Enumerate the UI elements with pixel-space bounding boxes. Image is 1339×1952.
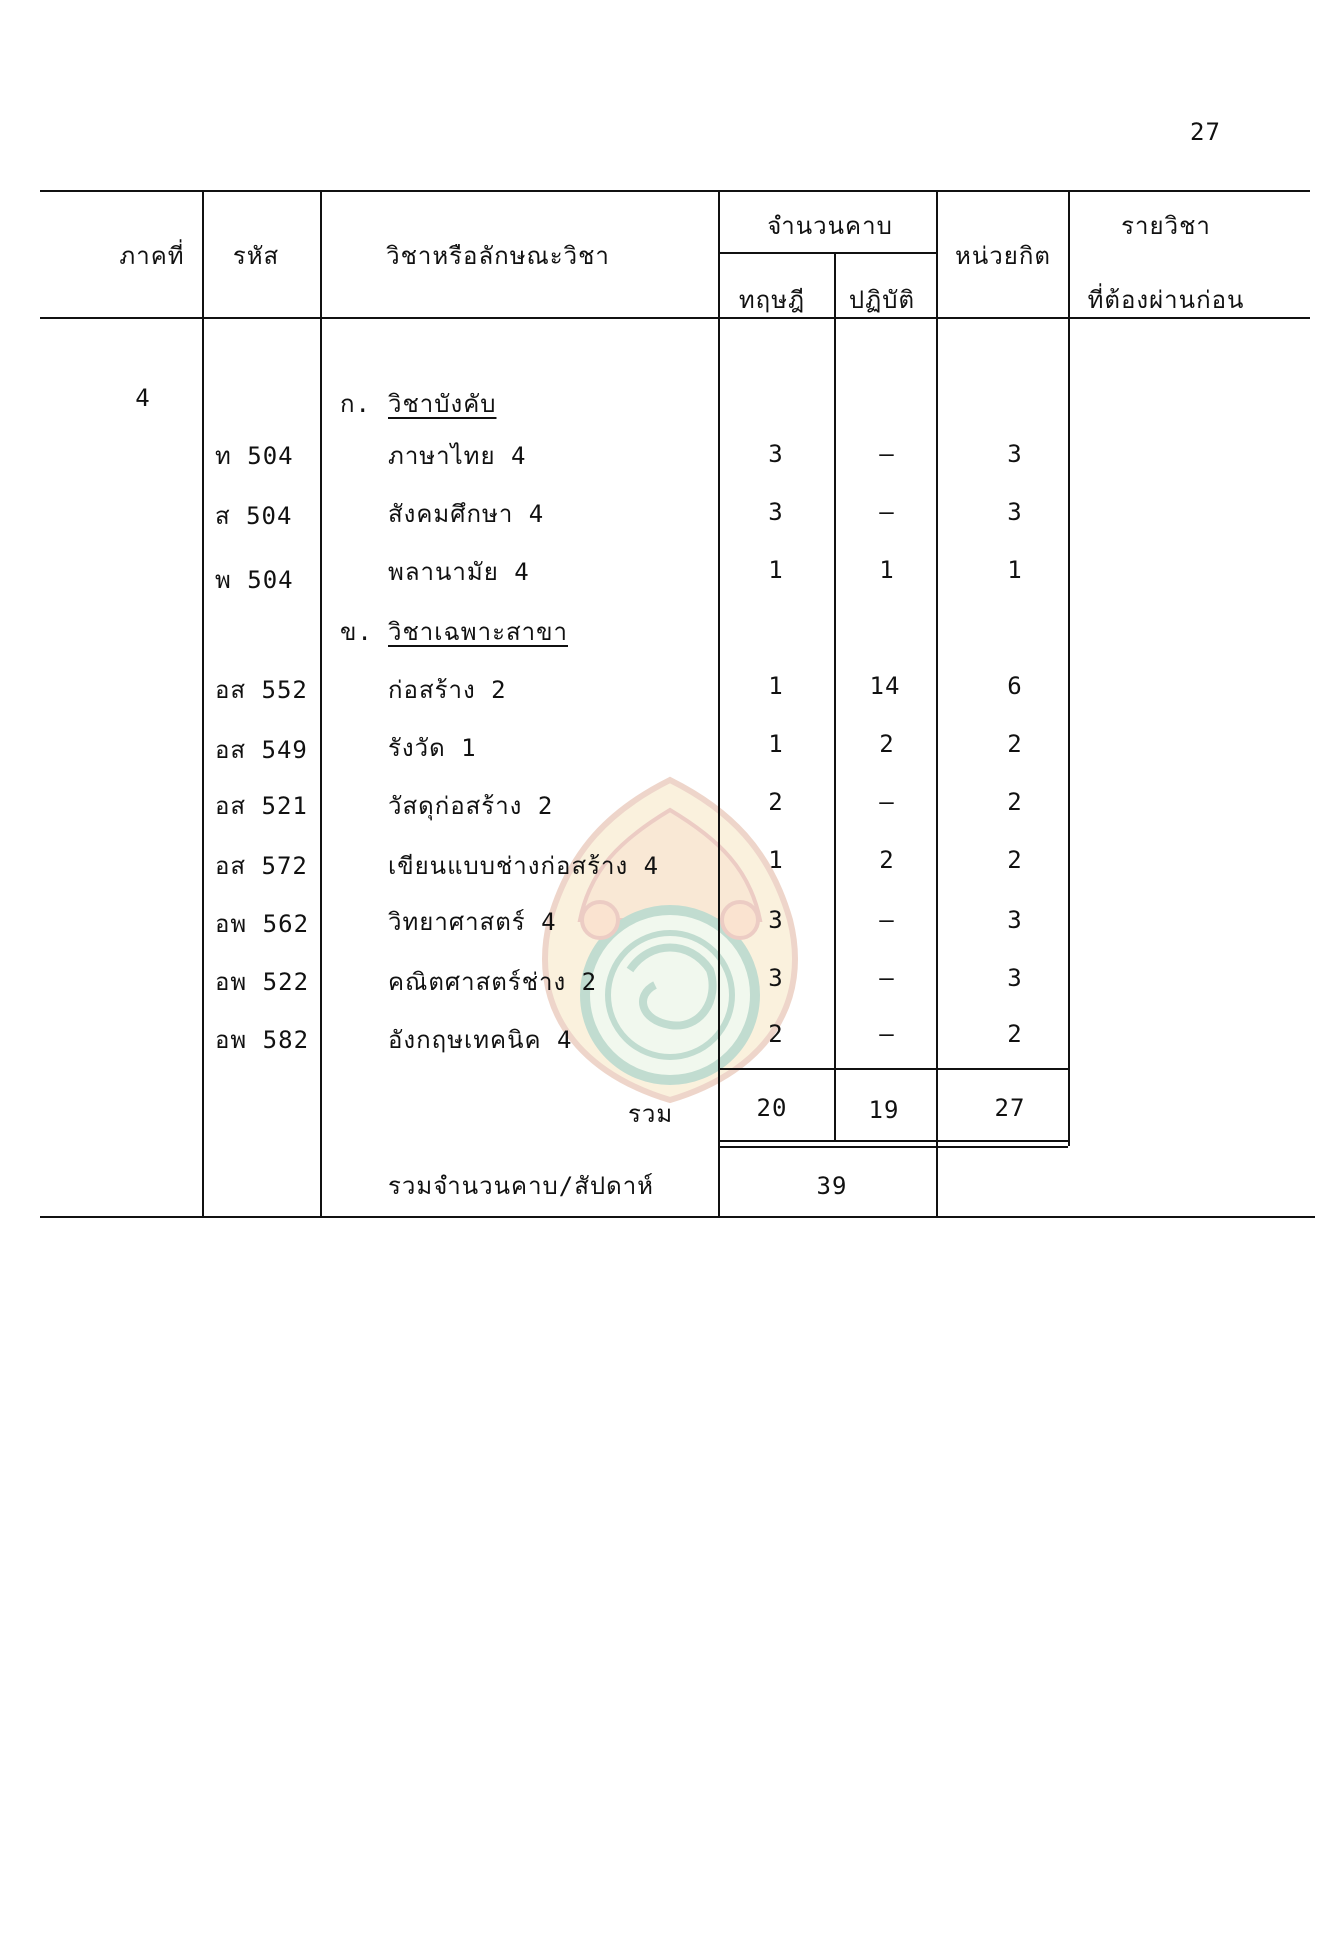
course-theory: 3 xyxy=(768,906,784,934)
course-name: คณิตศาสตร์ช่าง 2 xyxy=(388,968,598,996)
course-theory: 1 xyxy=(768,846,784,874)
course-name: ก่อสร้าง 2 xyxy=(388,676,507,704)
course-credits: 3 xyxy=(1007,906,1023,934)
course-theory: 2 xyxy=(768,1020,784,1048)
course-practice: 2 xyxy=(879,846,895,874)
weekly-periods-label: รวมจำนวนคาบ/สัปดาห์ xyxy=(388,1172,654,1200)
header-theory: ทฤษฎี xyxy=(738,286,806,314)
course-code: อส 549 xyxy=(215,736,308,764)
header-practice: ปฏิบัติ xyxy=(848,286,916,314)
header-periods: จำนวนคาบ xyxy=(767,212,893,240)
page-number: 27 xyxy=(1190,118,1221,146)
course-credits: 3 xyxy=(1007,498,1023,526)
course-theory: 2 xyxy=(768,788,784,816)
course-name: รังวัด 1 xyxy=(388,734,477,762)
periods-header-rule xyxy=(718,252,938,254)
course-code: อส 552 xyxy=(215,676,308,704)
col-divider-5 xyxy=(936,190,938,1216)
col-divider-6 xyxy=(1068,190,1070,1146)
table-top-rule xyxy=(40,190,1310,192)
course-name: สังคมศึกษา 4 xyxy=(388,500,545,528)
total-practice: 19 xyxy=(868,1096,900,1124)
course-name: พลานามัย 4 xyxy=(388,558,530,586)
total-top-rule xyxy=(718,1068,1068,1070)
course-code: อพ 522 xyxy=(215,968,310,996)
header-subject: วิชาหรือลักษณะวิชา xyxy=(386,242,610,270)
course-theory: 1 xyxy=(768,672,784,700)
course-theory: 1 xyxy=(768,730,784,758)
col-divider-3 xyxy=(718,190,720,1216)
course-name: ภาษาไทย 4 xyxy=(388,442,527,470)
course-code: อส 521 xyxy=(215,792,308,820)
course-practice: – xyxy=(879,788,895,816)
course-credits: 2 xyxy=(1007,1020,1023,1048)
total-label: รวม xyxy=(628,1100,674,1128)
course-practice: – xyxy=(879,964,895,992)
col-divider-2 xyxy=(320,190,322,1216)
table-bottom-rule xyxy=(40,1216,1315,1218)
course-code: ท 504 xyxy=(215,442,294,470)
course-code: อพ 562 xyxy=(215,910,310,938)
total-theory: 20 xyxy=(756,1094,788,1122)
course-credits: 2 xyxy=(1007,788,1023,816)
course-practice: – xyxy=(879,906,895,934)
section-title: วิชาเฉพาะสาขา xyxy=(388,618,568,646)
course-code: พ 504 xyxy=(215,566,294,594)
course-credits: 2 xyxy=(1007,730,1023,758)
course-credits: 1 xyxy=(1007,556,1023,584)
course-name: เขียนแบบช่างก่อสร้าง 4 xyxy=(388,852,660,880)
course-name: อังกฤษเทคนิค 4 xyxy=(388,1026,573,1054)
col-divider-4 xyxy=(834,252,836,1140)
course-code: อส 572 xyxy=(215,852,308,880)
term-value: 4 xyxy=(135,384,151,412)
course-practice: – xyxy=(879,1020,895,1048)
header-prereq-line1: รายวิชา xyxy=(1121,212,1211,240)
course-credits: 2 xyxy=(1007,846,1023,874)
course-theory: 3 xyxy=(768,964,784,992)
header-prereq-line2: ที่ต้องผ่านก่อน xyxy=(1087,286,1245,314)
course-practice: 1 xyxy=(879,556,895,584)
course-credits: 3 xyxy=(1007,440,1023,468)
header-code: รหัส xyxy=(232,242,280,270)
course-theory: 3 xyxy=(768,440,784,468)
col-divider-1 xyxy=(202,190,204,1216)
section-marker: ก. xyxy=(340,390,371,418)
total-credits: 27 xyxy=(994,1094,1026,1122)
section-title: วิชาบังคับ xyxy=(388,390,497,418)
course-code: อพ 582 xyxy=(215,1026,310,1054)
course-practice: – xyxy=(879,498,895,526)
course-name: วัสดุก่อสร้าง 2 xyxy=(388,792,554,820)
course-name: วิทยาศาสตร์ 4 xyxy=(388,908,557,936)
total-bottom-rule-2 xyxy=(718,1146,1068,1148)
total-bottom-rule xyxy=(718,1140,1068,1142)
course-practice: 2 xyxy=(879,730,895,758)
course-theory: 3 xyxy=(768,498,784,526)
course-practice: 14 xyxy=(869,672,901,700)
section-marker: ข. xyxy=(340,618,373,646)
course-credits: 3 xyxy=(1007,964,1023,992)
course-practice: – xyxy=(879,440,895,468)
header-credits: หน่วยกิต xyxy=(955,242,1051,270)
course-code: ส 504 xyxy=(215,502,293,530)
weekly-periods-value: 39 xyxy=(816,1172,848,1200)
ministry-seal-icon xyxy=(520,770,820,1110)
course-theory: 1 xyxy=(768,556,784,584)
header-term: ภาคที่ xyxy=(119,242,185,270)
course-credits: 6 xyxy=(1007,672,1023,700)
